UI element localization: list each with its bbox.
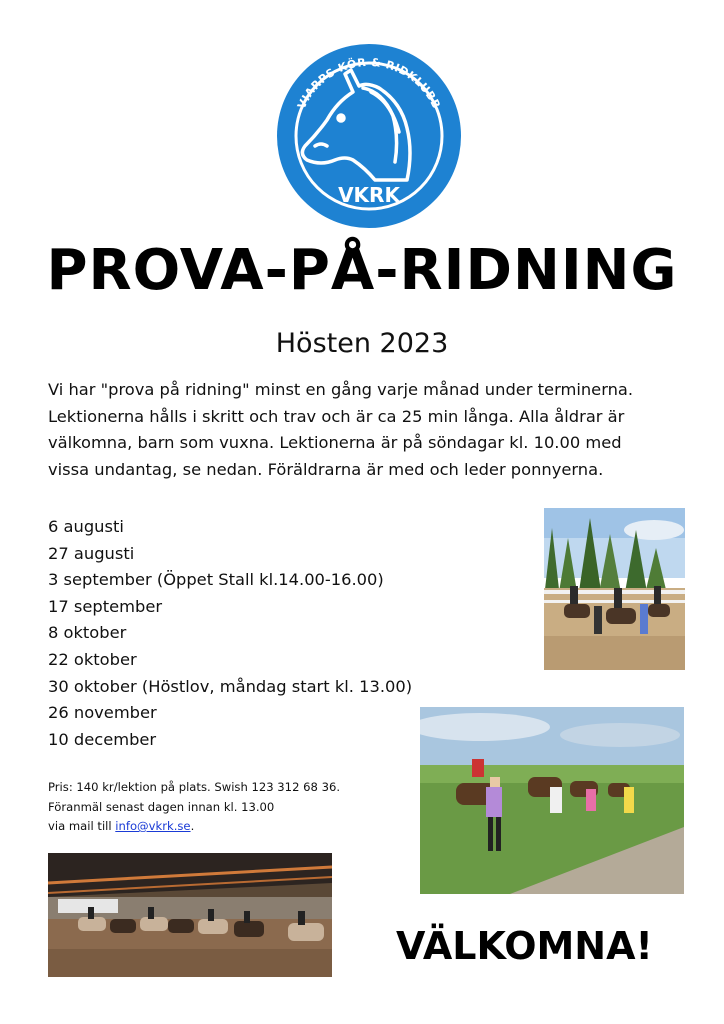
intro-text	[48, 377, 678, 483]
photo-indoor-arena	[48, 853, 332, 977]
intro-line: vissa undantag, se nedan. Föräldrarna är med och leder ponnyerna.	[48, 459, 604, 479]
email-link[interactable]: info@vkrk.se	[115, 819, 191, 833]
page-subtitle: Hösten 2023	[275, 328, 449, 359]
price-text: Pris: 140 kr/lektion på plats. Swish 123 312 68 36.	[48, 780, 341, 794]
logo-ring-text: VIARPS KÖR & RIDKLUBB	[294, 55, 444, 111]
date-item: 3 september (Öppet Stall kl.14.00-16.00)	[48, 570, 384, 590]
date-item: 27 augusti	[48, 543, 135, 563]
intro-line: Vi har "prova på ridning" minst en gång varje månad under terminerna.	[48, 380, 634, 399]
contact-line	[48, 817, 340, 837]
date-item: 22 oktober	[48, 649, 137, 669]
photo-outdoor-arena	[544, 508, 685, 670]
date-item: 26 november	[48, 703, 157, 723]
date-item: 17 september	[48, 596, 163, 616]
via-mail-text: via mail till	[48, 819, 116, 833]
intro-line: Lektionerna hålls i skritt och trav och är ca 25 min långa. Alla åldrar är	[48, 406, 625, 426]
date-item: 30 oktober (Höstlov, måndag start kl. 13.00)	[48, 676, 413, 696]
date-list	[48, 514, 412, 753]
period-text: .	[190, 819, 195, 833]
logo-abbr: VKRK	[338, 183, 400, 207]
page-title: PROVA-PÅ-RIDNING	[46, 238, 678, 303]
welcome-text: VÄLKOMNA!	[396, 924, 653, 968]
date-item: 10 december	[48, 729, 157, 749]
info-block	[48, 778, 340, 837]
intro-line: välkomna, barn som vuxna. Lektionerna är på söndagar kl. 10.00 med	[48, 433, 622, 453]
club-logo	[275, 42, 463, 230]
date-item: 8 oktober	[48, 623, 127, 643]
photo-field-walk	[420, 707, 684, 894]
date-item: 6 augusti	[48, 517, 124, 536]
registration-text: Föranmäl senast dagen innan kl. 13.00	[48, 799, 275, 814]
